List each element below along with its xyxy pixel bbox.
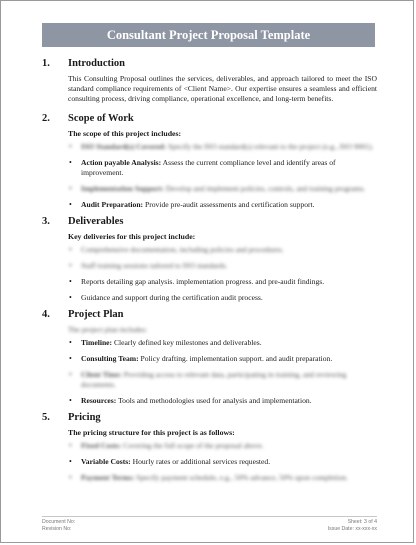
sheet-number: Sheet: 3 of 4 [347,519,377,525]
list-item: • Reports detailing gap analysis. implementation progress. and pre-audit findings. [68,277,377,287]
section-heading: Pricing [68,412,101,423]
section-intro-line: The project plan includes: [68,325,148,334]
document-number: Document No: [42,519,76,525]
list-item: • Payment Terms: Specify payment schedule, e.g., 50% advance, 50% upon completion. [68,473,377,483]
list-item: • Fixed Costs: Covering the full scope of the proposal above. [68,441,377,451]
section-deliverables [42,216,377,303]
section-subheading: The scope of this project includes: [68,129,182,138]
list-item: • Staff training sessions tailored to ISO standards. [68,261,377,271]
section-scope [42,113,377,210]
document-title: Consultant Project Proposal Template [42,23,375,47]
issue-date: Issue Date: xx-xxx-xx [327,526,377,532]
section-heading: Scope of Work [68,113,134,124]
document-body [42,53,377,489]
scope-list [42,142,377,210]
revision-number: Revision No: [42,526,72,532]
section-heading: Introduction [68,58,125,69]
section-introduction [42,58,377,104]
plan-list [42,338,377,406]
pricing-list [42,441,377,483]
list-item: • Timeline: Clearly defined key milestones and deliverables. [68,338,377,348]
list-item: • Audit Preparation: Provide pre-audit assessments and certification support. [68,200,377,210]
section-subheading: The pricing structure for this project is as follows: [68,428,235,437]
list-item: • Comprehensive documentation, including policies and procedures. [68,245,377,255]
section-number: 2. [42,113,50,124]
list-item: • Consulting Team: Policy drafting. implementation support. and audit preparation. [68,354,377,364]
section-project-plan [42,309,377,406]
section-number: 4. [42,309,50,320]
list-item: • Action payable Analysis: Assess the current compliance level and identify areas of improvement. [68,158,377,178]
intro-paragraph: This Consulting Proposal outlines the services, deliverables, and approach tailored to meet the ISO standard compliance requirements of <Client Name>. Our expertise ensures a seamless and efficient consulting process, driving compliance, operational excellence, and long-term benefits. [68,74,377,103]
section-pricing [42,412,377,483]
list-item: • Variable Costs: Hourly rates or additional services requested. [68,457,377,467]
deliverables-list [42,245,377,303]
list-item: • Guidance and support during the certification audit process. [68,293,377,303]
list-item: • Client Time: Providing access to relevant data, participating in training, and reviewing documents. [68,370,377,390]
list-item: • ISO Standard(s) Covered: Specify the ISO standard(s) relevant to the project (e.g., ISO 9001). [68,142,377,152]
section-number: 3. [42,216,50,227]
section-number: 1. [42,58,50,69]
section-heading: Deliverables [68,216,124,227]
list-item: • Implementation Support: Develop and implement policies, controls, and training programs. [68,184,377,194]
list-item: • Resources: Tools and methodologies used for analysis and implementation. [68,396,377,406]
page-footer [42,516,377,533]
section-subheading: Key deliveries for this project include: [68,232,196,241]
section-heading: Project Plan [68,309,124,320]
section-number: 5. [42,412,50,423]
